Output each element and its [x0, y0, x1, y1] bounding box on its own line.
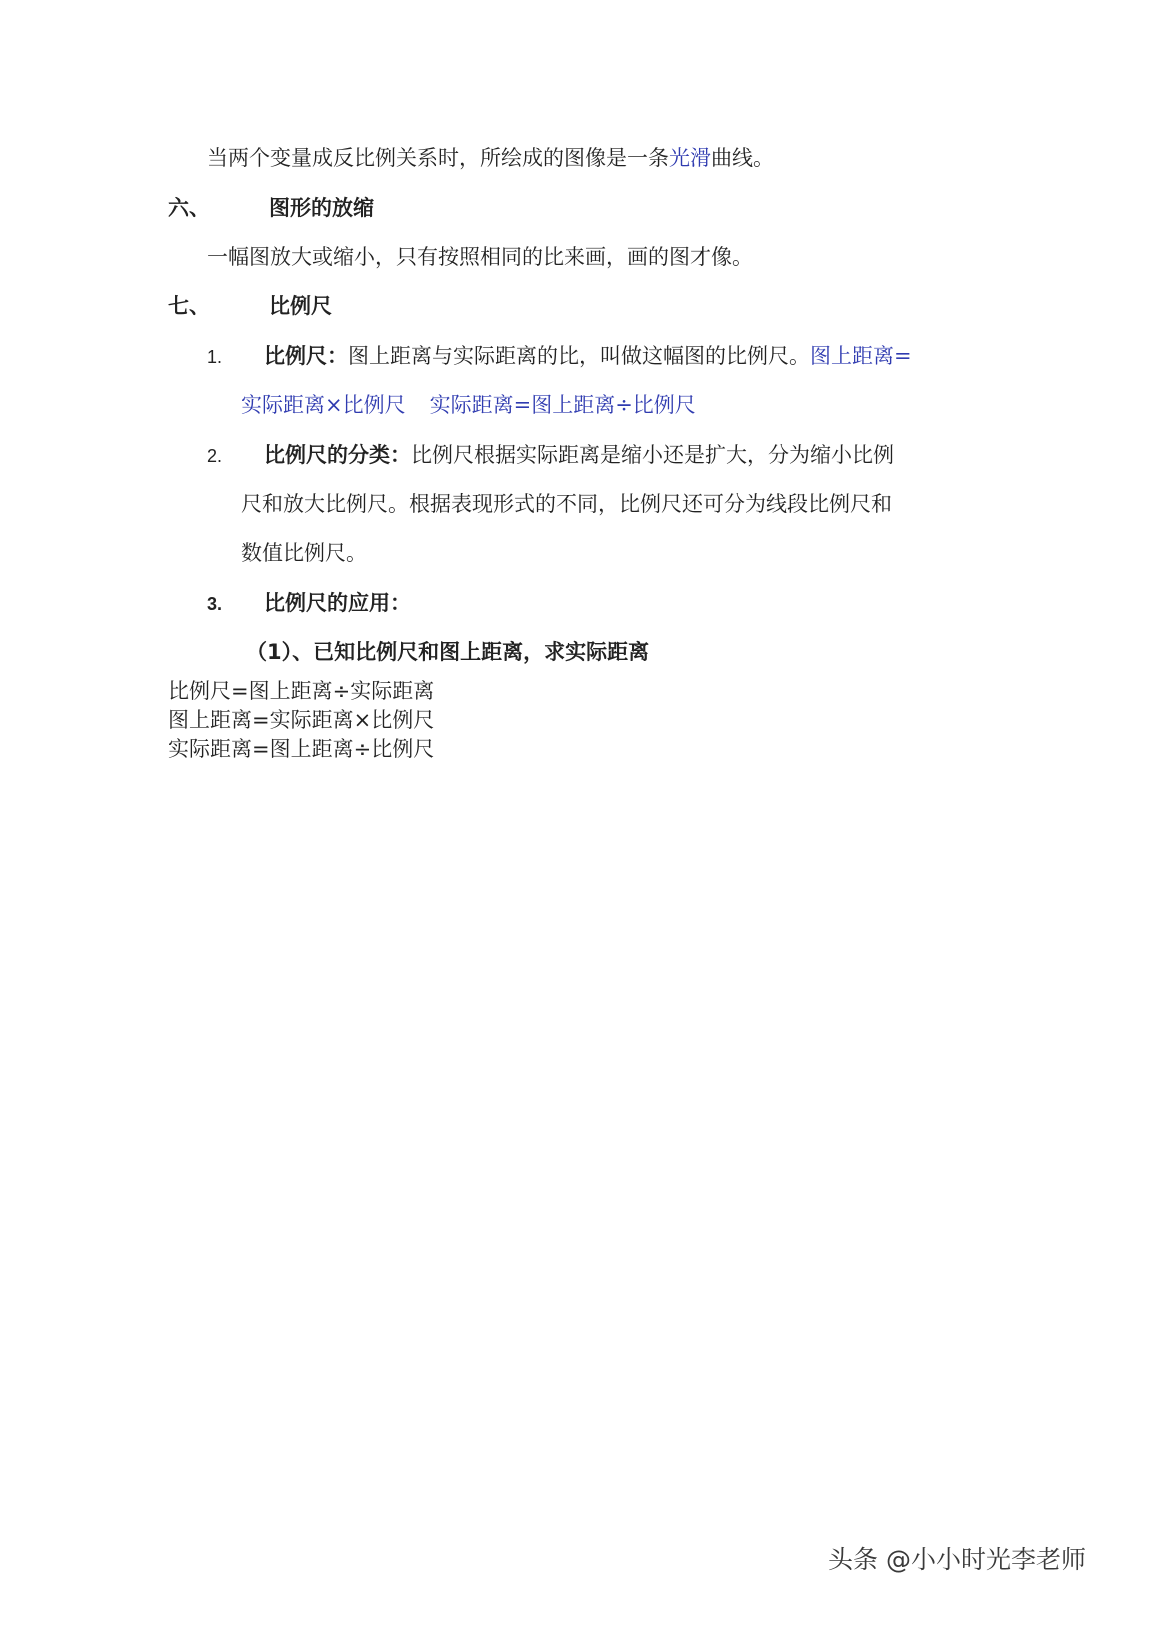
item2-line3: 数值比例尺。 [241, 541, 367, 565]
item1-formula-a-part1: 图上距离= [810, 344, 912, 368]
item2-line1 [264, 440, 894, 470]
section7-number: 七、 [168, 294, 210, 318]
item1-line1 [264, 341, 912, 371]
item1-number [207, 341, 222, 372]
section6-title: 图形的放缩 [269, 196, 374, 220]
intro-highlight: 光滑 [669, 146, 711, 170]
item1-formula-b: 实际距离=图上距离÷比例尺 [429, 393, 696, 417]
item1-term: 比例尺： [264, 344, 348, 368]
item3-subheading: （1）、已知比例尺和图上距离，求实际距离 [246, 640, 650, 664]
item3-number [207, 588, 222, 619]
item1-line2 [241, 390, 696, 420]
intro-paragraph [207, 143, 774, 173]
intro-text-after: 曲线。 [711, 146, 774, 170]
item3-line1 [264, 588, 411, 618]
item1-text: 图上距离与实际距离的比，叫做这幅图的比例尺。 [348, 344, 810, 368]
formula-scale: 比例尺=图上距离÷实际距离 [168, 679, 435, 703]
item2-line1-text: 比例尺根据实际距离是缩小还是扩大，分为缩小比例 [411, 443, 894, 467]
item2-line2: 尺和放大比例尺。根据表现形式的不同，比例尺还可分为线段比例尺和 [241, 492, 892, 516]
item2-number-text: 2. [207, 446, 223, 466]
item3-number-text: 3. [207, 594, 223, 614]
item2-term: 比例尺的分类： [264, 443, 411, 467]
item1-number-text: 1. [207, 347, 223, 367]
section7-title: 比例尺 [269, 294, 332, 318]
intro-text-before: 当两个变量成反比例关系时，所绘成的图像是一条 [207, 146, 669, 170]
section6-number: 六、 [168, 196, 210, 220]
item1-formula-a-part2: 实际距离×比例尺 [241, 393, 406, 417]
formula-actual-distance: 实际距离=图上距离÷比例尺 [168, 737, 435, 761]
item2-number [207, 440, 222, 471]
formula-map-distance: 图上距离=实际距离×比例尺 [168, 708, 435, 732]
item3-term: 比例尺的应用： [264, 591, 411, 615]
watermark: 头条 @小小时光李老师 [828, 1545, 1086, 1574]
section6-text: 一幅图放大或缩小，只有按照相同的比来画，画的图才像。 [207, 245, 753, 269]
